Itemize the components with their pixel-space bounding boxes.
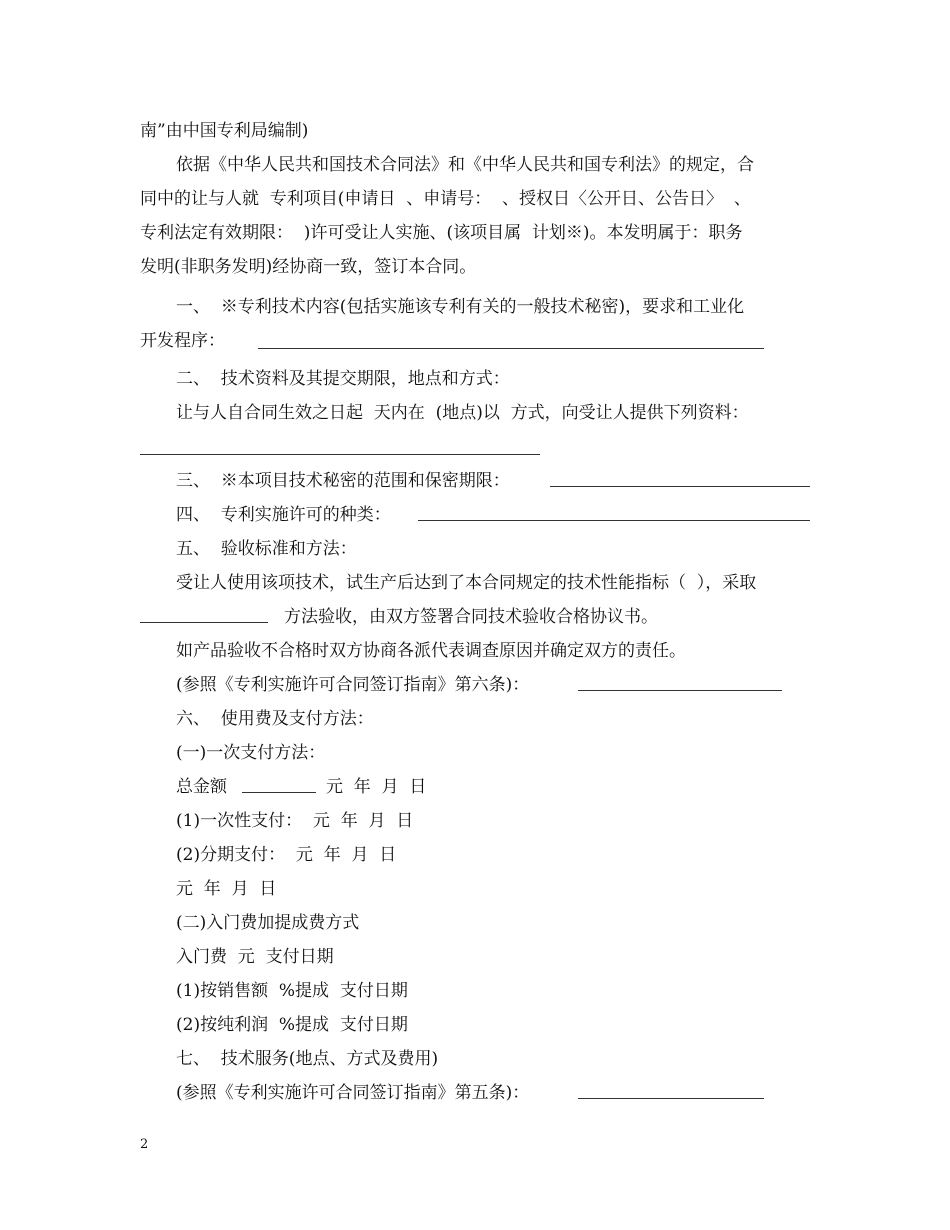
fill-in-blank [140, 454, 540, 455]
text-line: (参照《专利实施许可合同签订指南》第五条)： [176, 1083, 530, 1103]
text-line: 发明(非职务发明)经协商一致，签订本合同。 [140, 257, 477, 277]
text-line: 专利法定有效期限： )许可受让人实施、(该项目属 计划※)。本发明属于：职务 [140, 223, 743, 243]
text-line: 二、 技术资料及其提交期限，地点和方式： [176, 369, 510, 389]
text-line: 三、 ※本项目技术秘密的范围和保密期限： [176, 471, 510, 491]
fill-in-blank [550, 486, 810, 487]
text-line: (二)入门费加提成费方式 [176, 913, 360, 933]
text-line: 元 年 月 日 [176, 879, 277, 899]
text-line: 五、 验收标准和方法： [176, 539, 357, 559]
fill-in-blank [258, 348, 764, 349]
text-line: 同中的让与人就 专利项目(申请日 、申请号： 、授权日〈公开日、公告日〉 、 [140, 189, 751, 209]
page-number: 2 [140, 1137, 149, 1152]
text-line: (一)一次支付方法： [176, 743, 326, 763]
text-line: 七、 技术服务(地点、方式及费用) [176, 1049, 439, 1069]
fill-in-blank [140, 622, 268, 623]
text-line: 总金额 [176, 777, 227, 797]
text-line: 元 年 月 日 [326, 777, 427, 797]
text-line: 如产品验收不合格时双方协商各派代表调查原因并确定双方的责任。 [176, 641, 686, 661]
text-line: 让与人自合同生效之日起 天内在 (地点)以 方式，向受让人提供下列资料： [176, 403, 749, 423]
fill-in-blank [578, 690, 782, 691]
text-line: (1)按销售额 %提成 支付日期 [176, 981, 408, 1001]
text-line: 四、 专利实施许可的种类： [176, 505, 391, 525]
fill-in-blank [242, 792, 316, 793]
text-line: 一、 ※专利技术内容(包括实施该专利有关的一般技术秘密)，要求和工业化 [176, 297, 745, 317]
text-line: (2)按纯利润 %提成 支付日期 [176, 1015, 408, 1035]
text-line: (参照《专利实施许可合同签订指南》第六条)： [176, 675, 530, 695]
text-line: (2)分期支付： 元 年 月 日 [176, 845, 397, 865]
text-line: (1)一次性支付： 元 年 月 日 [176, 811, 414, 831]
text-line: 受让人使用该项技术，试生产后达到了本合同规定的技术性能指标（ ），采取 [176, 573, 757, 593]
text-line: 方法验收，由双方签署合同技术验收合格协议书。 [284, 607, 658, 627]
text-line: 开发程序： [140, 331, 225, 351]
fill-in-blank [418, 520, 810, 521]
text-line: 入门费 元 支付日期 [176, 947, 334, 967]
text-line: 南”由中国专利局编制) [140, 121, 309, 141]
text-line: 依据《中华人民共和国技术合同法》和《中华人民共和国专利法》的规定，合 [176, 155, 754, 175]
text-line: 六、 使用费及支付方法： [176, 709, 374, 729]
fill-in-blank [578, 1098, 764, 1099]
